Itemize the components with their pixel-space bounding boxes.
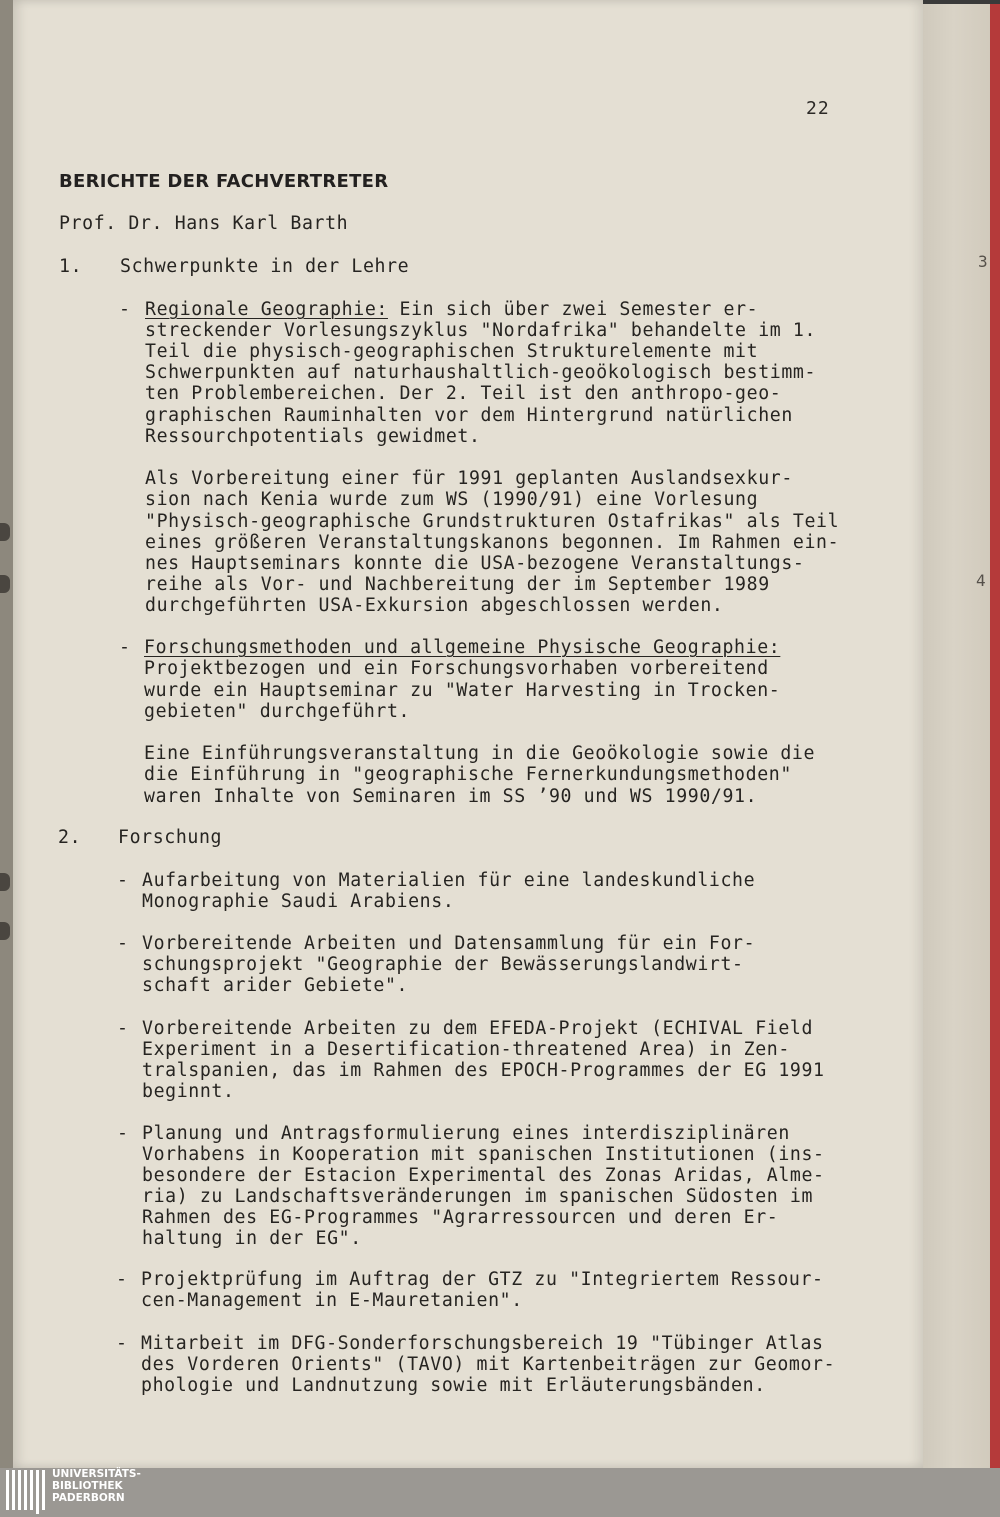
bullet-dash: - [116, 1269, 128, 1290]
text-line: eines größeren Veranstaltungskanons begonnen. Im Rahmen ein- [145, 532, 840, 553]
text-line: Vorbereitende Arbeiten und Datensammlung für ein For- [142, 933, 756, 954]
subheading-underlined: Regionale Geographie: [145, 299, 388, 320]
text-line: besondere der Estacion Experimental des Zonas Aridas, Alme- [142, 1165, 825, 1186]
text-line: Monographie Saudi Arabiens. [142, 891, 455, 912]
text-line: durchgeführten USA-Exkursion abgeschlossen werden. [145, 595, 724, 616]
section-number: 1. [59, 256, 83, 277]
text-line: phologie und Landnutzung sowie mit Erläuterungsbänden. [141, 1375, 766, 1396]
section-title: Forschung [118, 827, 223, 848]
text-line: schungsprojekt "Geographie der Bewässerungslandwirt- [142, 954, 744, 975]
text-line: Ressourchpotentials gewidmet. [145, 426, 481, 447]
text-line: des Vorderen Orients" (TAVO) mit Kartenbeiträgen zur Geomor- [141, 1354, 836, 1375]
library-logo-text [52, 1468, 141, 1504]
text-line: Schwerpunkten auf naturhaushaltlich-geoökologisch bestimm- [145, 362, 817, 383]
text-line: Experiment in a Desertification-threatened Area) in Zen- [142, 1039, 790, 1060]
book-spine-red [990, 0, 1000, 1468]
bullet-dash: - [117, 1018, 129, 1039]
margin-mark: 4 [976, 571, 986, 590]
bullet-dash: - [119, 299, 131, 320]
text-fragment: Ein sich über zwei Semester er- [387, 299, 759, 320]
text-line: Aufarbeitung von Materialien für eine landeskundliche [142, 870, 756, 891]
text-line: Vorhabens in Kooperation mit spanischen Institutionen (ins- [142, 1144, 825, 1165]
binding-hole [0, 873, 10, 891]
text-line: Projektbezogen und ein Forschungsvorhaben vorbereitend [144, 658, 769, 679]
binding-hole [0, 922, 10, 940]
logo-line: UNIVERSITÄTS- [52, 1468, 141, 1480]
text-line: schaft arider Gebiete". [142, 975, 409, 996]
library-footer [0, 1468, 1000, 1517]
binding-hole [0, 575, 10, 593]
text-line: Vorbereitende Arbeiten zu dem EFEDA-Projekt (ECHIVAL Field [142, 1018, 814, 1039]
text-line: ten Problembereichen. Der 2. Teil ist den anthropo-geo- [145, 383, 782, 404]
text-line: tralspanien, das im Rahmen des EPOCH-Programmes der EG 1991 [142, 1060, 825, 1081]
logo-line: PADERBORN [52, 1492, 125, 1504]
text-line: ria) zu Landschaftsveränderungen im spanischen Südosten im [142, 1186, 814, 1207]
text-line: die Einführung in "geographische Fernerkundungsmethoden" [144, 764, 792, 785]
text-line: waren Inhalte von Seminaren im SS ’90 und WS 1990/91. [144, 786, 758, 807]
page-number: 22 [806, 98, 830, 119]
library-logo-icon [6, 1470, 46, 1510]
text-line: Projektprüfung im Auftrag der GTZ zu "Integriertem Ressour- [141, 1269, 824, 1290]
section-title: Schwerpunkte in der Lehre [120, 256, 410, 277]
logo-line: BIBLIOTHEK [52, 1480, 123, 1492]
text-line [145, 299, 758, 320]
subheading-label: Forschungsmethoden und allgemeine Physische Geographie: [144, 637, 781, 658]
text-line: Teil die physisch-geographischen Strukturelemente mit [145, 341, 759, 362]
subheading-underlined [144, 637, 780, 658]
author-name: Prof. Dr. Hans Karl Barth [59, 213, 349, 234]
bullet-dash: - [119, 637, 131, 658]
book-cover-edge [923, 0, 1000, 1468]
bullet-dash: - [117, 870, 129, 891]
bullet-dash: - [117, 933, 129, 954]
margin-mark: 3 [978, 252, 988, 271]
text-line: wurde ein Hauptseminar zu "Water Harvesting in Trocken- [144, 680, 781, 701]
bullet-dash: - [116, 1333, 128, 1354]
text-line: nes Hauptseminars konnte die USA-bezogene Veranstaltungs- [145, 553, 805, 574]
text-line: Planung und Antragsformulierung eines interdisziplinären [142, 1123, 790, 1144]
binding-hole [0, 523, 10, 541]
text-line: beginnt. [142, 1081, 235, 1102]
text-line: reihe als Vor- und Nachbereitung der im September 1989 [145, 574, 770, 595]
text-line: Rahmen des EG-Programmes "Agrarressourcen und deren Er- [142, 1207, 779, 1228]
book-cover-top [923, 0, 1000, 4]
page-title: BERICHTE DER FACHVERTRETER [59, 171, 389, 192]
text-line: Eine Einführungsveranstaltung in die Geoökologie sowie die [144, 743, 816, 764]
text-line: gebieten" durchgeführt. [144, 701, 411, 722]
text-line: streckender Vorlesungszyklus "Nordafrika" behandelte im 1. [145, 320, 817, 341]
bullet-dash: - [117, 1123, 129, 1144]
text-line: Mitarbeit im DFG-Sonderforschungsbereich 19 "Tübinger Atlas [141, 1333, 824, 1354]
text-line: cen-Management in E-Mauretanien". [141, 1290, 523, 1311]
text-line: Als Vorbereitung einer für 1991 geplanten Auslandsexkur- [145, 468, 793, 489]
section-number: 2. [58, 827, 82, 848]
text-line: haltung in der EG". [142, 1228, 362, 1249]
text-line: "Physisch-geographische Grundstrukturen Ostafrikas" als Teil [145, 511, 840, 532]
text-line: sion nach Kenia wurde zum WS (1990/91) eine Vorlesung [145, 489, 759, 510]
text-line: graphischen Rauminhalten vor dem Hintergrund natürlichen [145, 405, 793, 426]
